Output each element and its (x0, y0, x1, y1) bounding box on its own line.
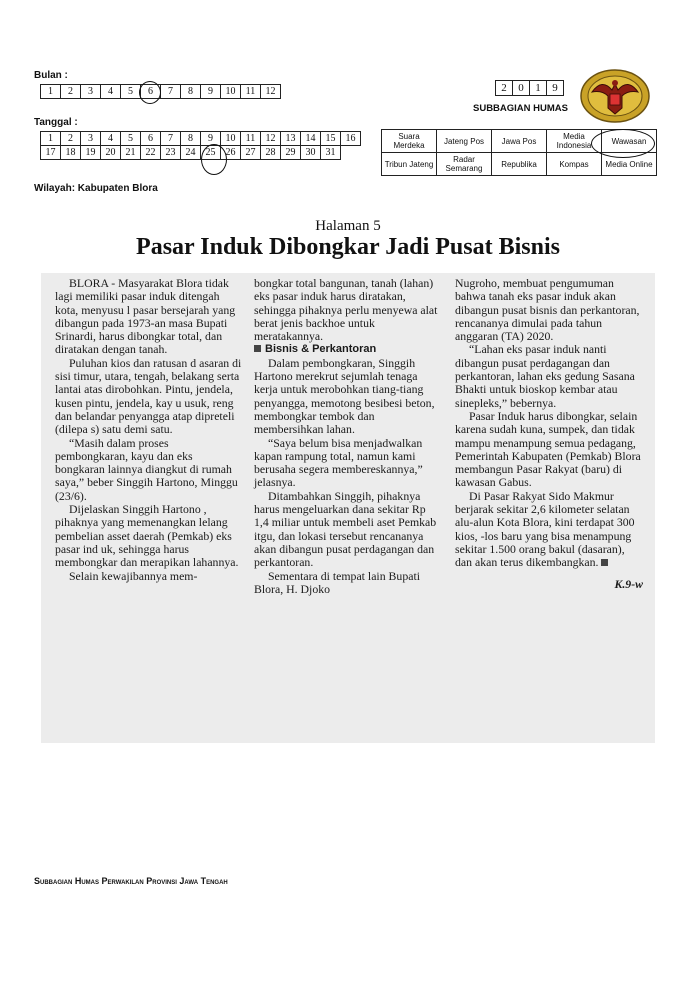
date-cell: 18 (61, 146, 81, 160)
month-cell: 5 (121, 85, 141, 99)
date-cell: 27 (241, 146, 261, 160)
date-cell: 26 (221, 146, 241, 160)
year-digit: 9 (547, 81, 564, 96)
subheading: Bisnis & Perkantoran (254, 343, 442, 356)
month-cell: 9 (201, 85, 221, 99)
headline: Pasar Induk Dibongkar Jadi Pusat Bisnis (136, 234, 560, 260)
month-cell: 12 (261, 85, 281, 99)
date-cell: 14 (301, 132, 321, 146)
square-bullet-icon (254, 345, 261, 352)
month-cell: 7 (161, 85, 181, 99)
date-cell: 8 (181, 132, 201, 146)
article-column-2 (254, 277, 442, 596)
paragraph: “Saya belum bisa menjadwalkan kapan rampung total, namun kami berusaha segera membereskannya,” jelasnya. (254, 435, 423, 490)
date-cell: 30 (301, 146, 321, 160)
media-cell: Kompas (547, 153, 602, 176)
date-cell: 21 (121, 146, 141, 160)
date-cell: 16 (341, 132, 361, 146)
paragraph: Puluhan kios dan ratusan d asaran di sisi timur, utara, tengah, belakang serta lantai atas dirobohkan. Pintu, jendela, kusen pintu, jendela, kay u usuk, reng dan belandar penyangga atap dipreteli (dilepa s) satu demi satu. (55, 355, 242, 437)
date-cell: 7 (161, 132, 181, 146)
date-cell: 31 (321, 146, 341, 160)
month-cell: 10 (221, 85, 241, 99)
date-cell: 17 (41, 146, 61, 160)
media-cell: Jateng Pos (437, 130, 492, 153)
date-cell: 22 (141, 146, 161, 160)
year-digit: 0 (513, 81, 530, 96)
month-cell: 3 (81, 85, 101, 99)
selected-media-circle (591, 129, 655, 158)
date-cell: 2 (61, 132, 81, 146)
month-cell: 4 (101, 85, 121, 99)
date-cell: 5 (121, 132, 141, 146)
paragraph: Pasar Induk harus dibongkar, selain karena sudah kuna, sumpek, dan tidak mampu menampung semua pedagang, Pemerintah Kabupaten (Pemkab) Blora membangun Pasar Rakyat (baru) di kawasan Gabus. (455, 408, 641, 490)
paragraph: Ditambahkan Singgih, pihaknya harus mengeluarkan dana sekitar Rp 1,4 miliar untuk membeli aset Pemkab itgu, dan lokasi tersebut rencananya akan dibangun pusat perdagangan dan perkantoran. (254, 488, 437, 570)
date-cell: 15 (321, 132, 341, 146)
month-cell: 1 (41, 85, 61, 99)
page-number: Halaman 5 (315, 218, 381, 234)
date-cell: 23 (161, 146, 181, 160)
garuda-emblem-icon (578, 68, 652, 124)
footer-text: Subbagian Humas Perwakilan Provinsi Jawa Tengah (34, 876, 228, 886)
bulan-label: Bulan : (34, 70, 68, 81)
paragraph: Di Pasar Rakyat Sido Makmur berjarak sekitar 2,6 kilometer selatan alu-alun Kota Blora, kini terdapat 300 kios, -los baru yang bisa menampung sekitar 1.500 orang bakul (dasaran), dan akan terus dikembangkan. (455, 488, 635, 570)
end-mark-icon (601, 559, 608, 566)
date-cell: 29 (281, 146, 301, 160)
date-cell: 13 (281, 132, 301, 146)
paragraph: Nugroho, membuat pengumuman bahwa tanah eks pasar induk akan dibangun pusat bisnis dan perkantoran, rencananya dimulai pada tahun anggaran (TA) 2020. (455, 276, 640, 344)
month-cell: 2 (61, 85, 81, 99)
article-column-3 (455, 277, 643, 591)
wilayah-label: Wilayah: Kabupaten Blora (34, 183, 158, 194)
date-cell: 12 (261, 132, 281, 146)
date-cell: 19 (81, 146, 101, 160)
media-cell: Media Online (602, 153, 657, 176)
date-cell: 25 (201, 146, 221, 160)
date-cell: 6 (141, 132, 161, 146)
media-cell: Radar Semarang (437, 153, 492, 176)
year-box (495, 80, 564, 96)
paragraph: Dalam pembongkaran, Singgih Hartono merekrut sejumlah tenaga kerja untuk merobohkan tiang-tiang penyangga, memotong besibesi beton, membongkar tembok dan membersihkan lahan. (254, 355, 435, 437)
media-cell: Tribun Jateng (382, 153, 437, 176)
paragraph: Selain kewajibannya mem- (69, 568, 198, 583)
paragraph: bongkar total bangunan, tanah (lahan) eks pasar induk harus diratakan, sehingga pihaknya perlu menyewa alat berat jenis backhoe untuk meratakannya. (254, 276, 438, 344)
selected-month-circle (139, 81, 161, 104)
year-digit: 2 (496, 81, 513, 96)
tanggal-label: Tanggal : (34, 117, 78, 128)
date-cell: 3 (81, 132, 101, 146)
year-digit: 1 (530, 81, 547, 96)
date-cell: 11 (241, 132, 261, 146)
month-cell: 6 (141, 85, 161, 99)
media-cell: Republika (492, 153, 547, 176)
paragraph: BLORA - Masyarakat Blora tidak lagi memiliki pasar induk ditengah kota, menyusu l pasar bersejarah yang dibangun pada 1973-an masa Bupati Srinardi, harus dibongkar total, dan diratakan dengan tanah. (55, 276, 236, 357)
article-column-1 (55, 277, 243, 583)
media-cell: Wawasan (602, 130, 657, 153)
date-cell: 4 (101, 132, 121, 146)
date-cell: 1 (41, 132, 61, 146)
author-code: K.9-w (614, 576, 643, 591)
date-cell: 24 (181, 146, 201, 160)
paragraph: “Masih dalam proses pembongkaran, kayu dan eks bongkaran lainnya diangkut di rumah saya,” beber Singgih Hartono, Minggu (23/6). (55, 435, 238, 503)
selected-date-circle (201, 144, 227, 175)
month-cell: 8 (181, 85, 201, 99)
media-cell: Media Indonesia (547, 130, 602, 153)
media-cell: Suara Merdeka (382, 130, 437, 153)
news-clipping (41, 273, 655, 743)
paragraph: “Lahan eks pasar induk nanti dibangun pusat perdagangan dan perkantoran, lahan eks gedung Sasana Bhakti untuk bioskop kembar atau sinepleks,” bebernya. (455, 342, 635, 410)
paragraph: Dijelaskan Singgih Hartono , pihaknya yang memenangkan lelang pembelian asset daerah (Pemkab) eks pasar ind uk, sehingga harus membongkar dan merapikan lahannya. (55, 502, 239, 570)
paragraph: Sementara di tempat lain Bupati Blora, H. Djoko (254, 568, 421, 596)
date-cell: 9 (201, 132, 221, 146)
date-cell: 10 (221, 132, 241, 146)
media-cell: Jawa Pos (492, 130, 547, 153)
month-cell: 11 (241, 85, 261, 99)
org-name: SUBBAGIAN HUMAS (473, 103, 568, 114)
date-cell: 28 (261, 146, 281, 160)
date-cell: 20 (101, 146, 121, 160)
